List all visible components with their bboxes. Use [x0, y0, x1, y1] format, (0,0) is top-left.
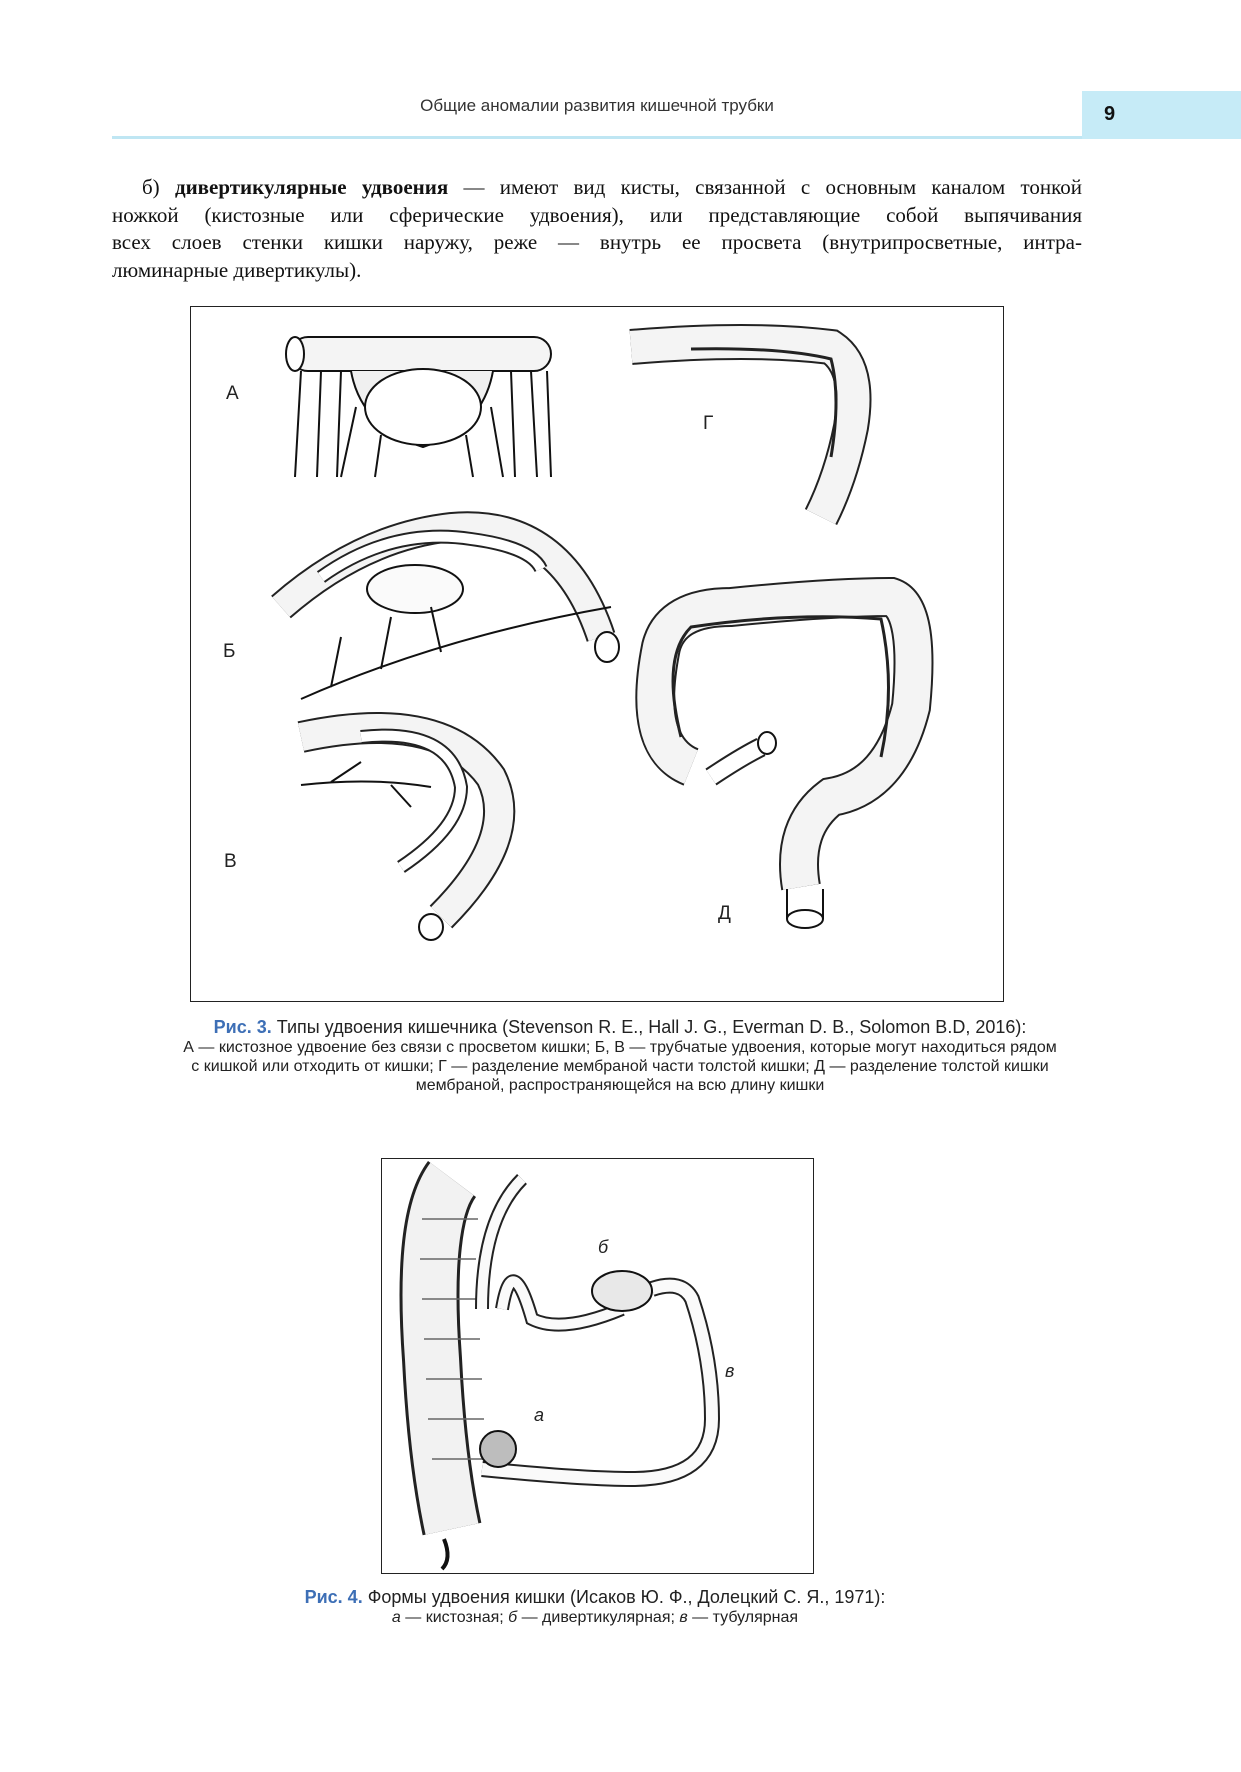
running-title: Общие аномалии развития кишечной трубки [420, 96, 774, 115]
page-number-tab [1082, 91, 1241, 139]
figure-4-illustration [382, 1159, 813, 1573]
header-rule [112, 136, 1082, 139]
page-number: 9 [1104, 103, 1116, 125]
figure-4-label-b: б [598, 1237, 609, 1257]
body-line-1: б) дивертикулярные удвоения — имеют вид кисты, связанной с основным каналом тонкой [142, 175, 1082, 199]
figure-3-title: Типы удвоения кишечника (Stevenson R. E., Hall J. G., Everman D. B., Solomon B.D, 2016): [271, 1017, 1027, 1037]
body-paragraph [112, 174, 1082, 284]
figure-4-label-v: в [725, 1361, 735, 1381]
body-line-3: всех слоев стенки кишки наружу, реже — внутрь ее просвета (внутрипросветные, интра- [112, 230, 1082, 254]
body-line-4: люминарные дивертикулы). [112, 257, 362, 282]
figure-3-caption-line-3: мембраной, распространяющейся на всю длину кишки [415, 1077, 825, 1094]
figure-3-illustration [191, 307, 1003, 1001]
figure-3-label-d: Д [718, 903, 731, 924]
figure-3-label-g: Г [703, 413, 714, 434]
drawing-b-tubular [281, 526, 619, 699]
figure-3-label-b: Б [223, 641, 236, 662]
figure-3-caption-line-2: с кишкой или отходить от кишки; Г — разделение мембраной части толстой кишки; Д — разделение толстой кишки [191, 1058, 1049, 1075]
term-diverticular: дивертикулярные удвоения [174, 175, 449, 199]
figure-4 [381, 1158, 814, 1574]
figure-3-number: Рис. 3. [213, 1017, 272, 1037]
figure-4-legend: а — кистозная; б — дивертикулярная; в — тубулярная [391, 1609, 799, 1626]
figure-3-label-v: В [224, 851, 237, 872]
drawing-g-partial [631, 342, 854, 517]
figure-3-caption [100, 1016, 1140, 1095]
drawing-a-cystic [286, 337, 551, 477]
figure-4-caption [200, 1586, 990, 1627]
figure-3-caption-line-1: А — кистозное удвоение без связи с просветом кишки; Б, В — трубчатые удвоения, которые могут находиться рядом [183, 1039, 1057, 1056]
figure-3 [190, 306, 1004, 1002]
figure-4-number: Рис. 4. [304, 1587, 363, 1607]
drawing-v-tubular [301, 728, 499, 940]
figure-4-title: Формы удвоения кишки (Исаков Ю. Ф., Долецкий С. Я., 1971): [362, 1587, 886, 1607]
figure-3-label-a: А [226, 383, 239, 404]
figure-4-label-a: а [534, 1405, 545, 1425]
drawing-d-full [655, 597, 913, 928]
body-line-2: ножкой (кистозные или сферические удвоения), или представляющие собой выпячивания [112, 202, 1082, 227]
